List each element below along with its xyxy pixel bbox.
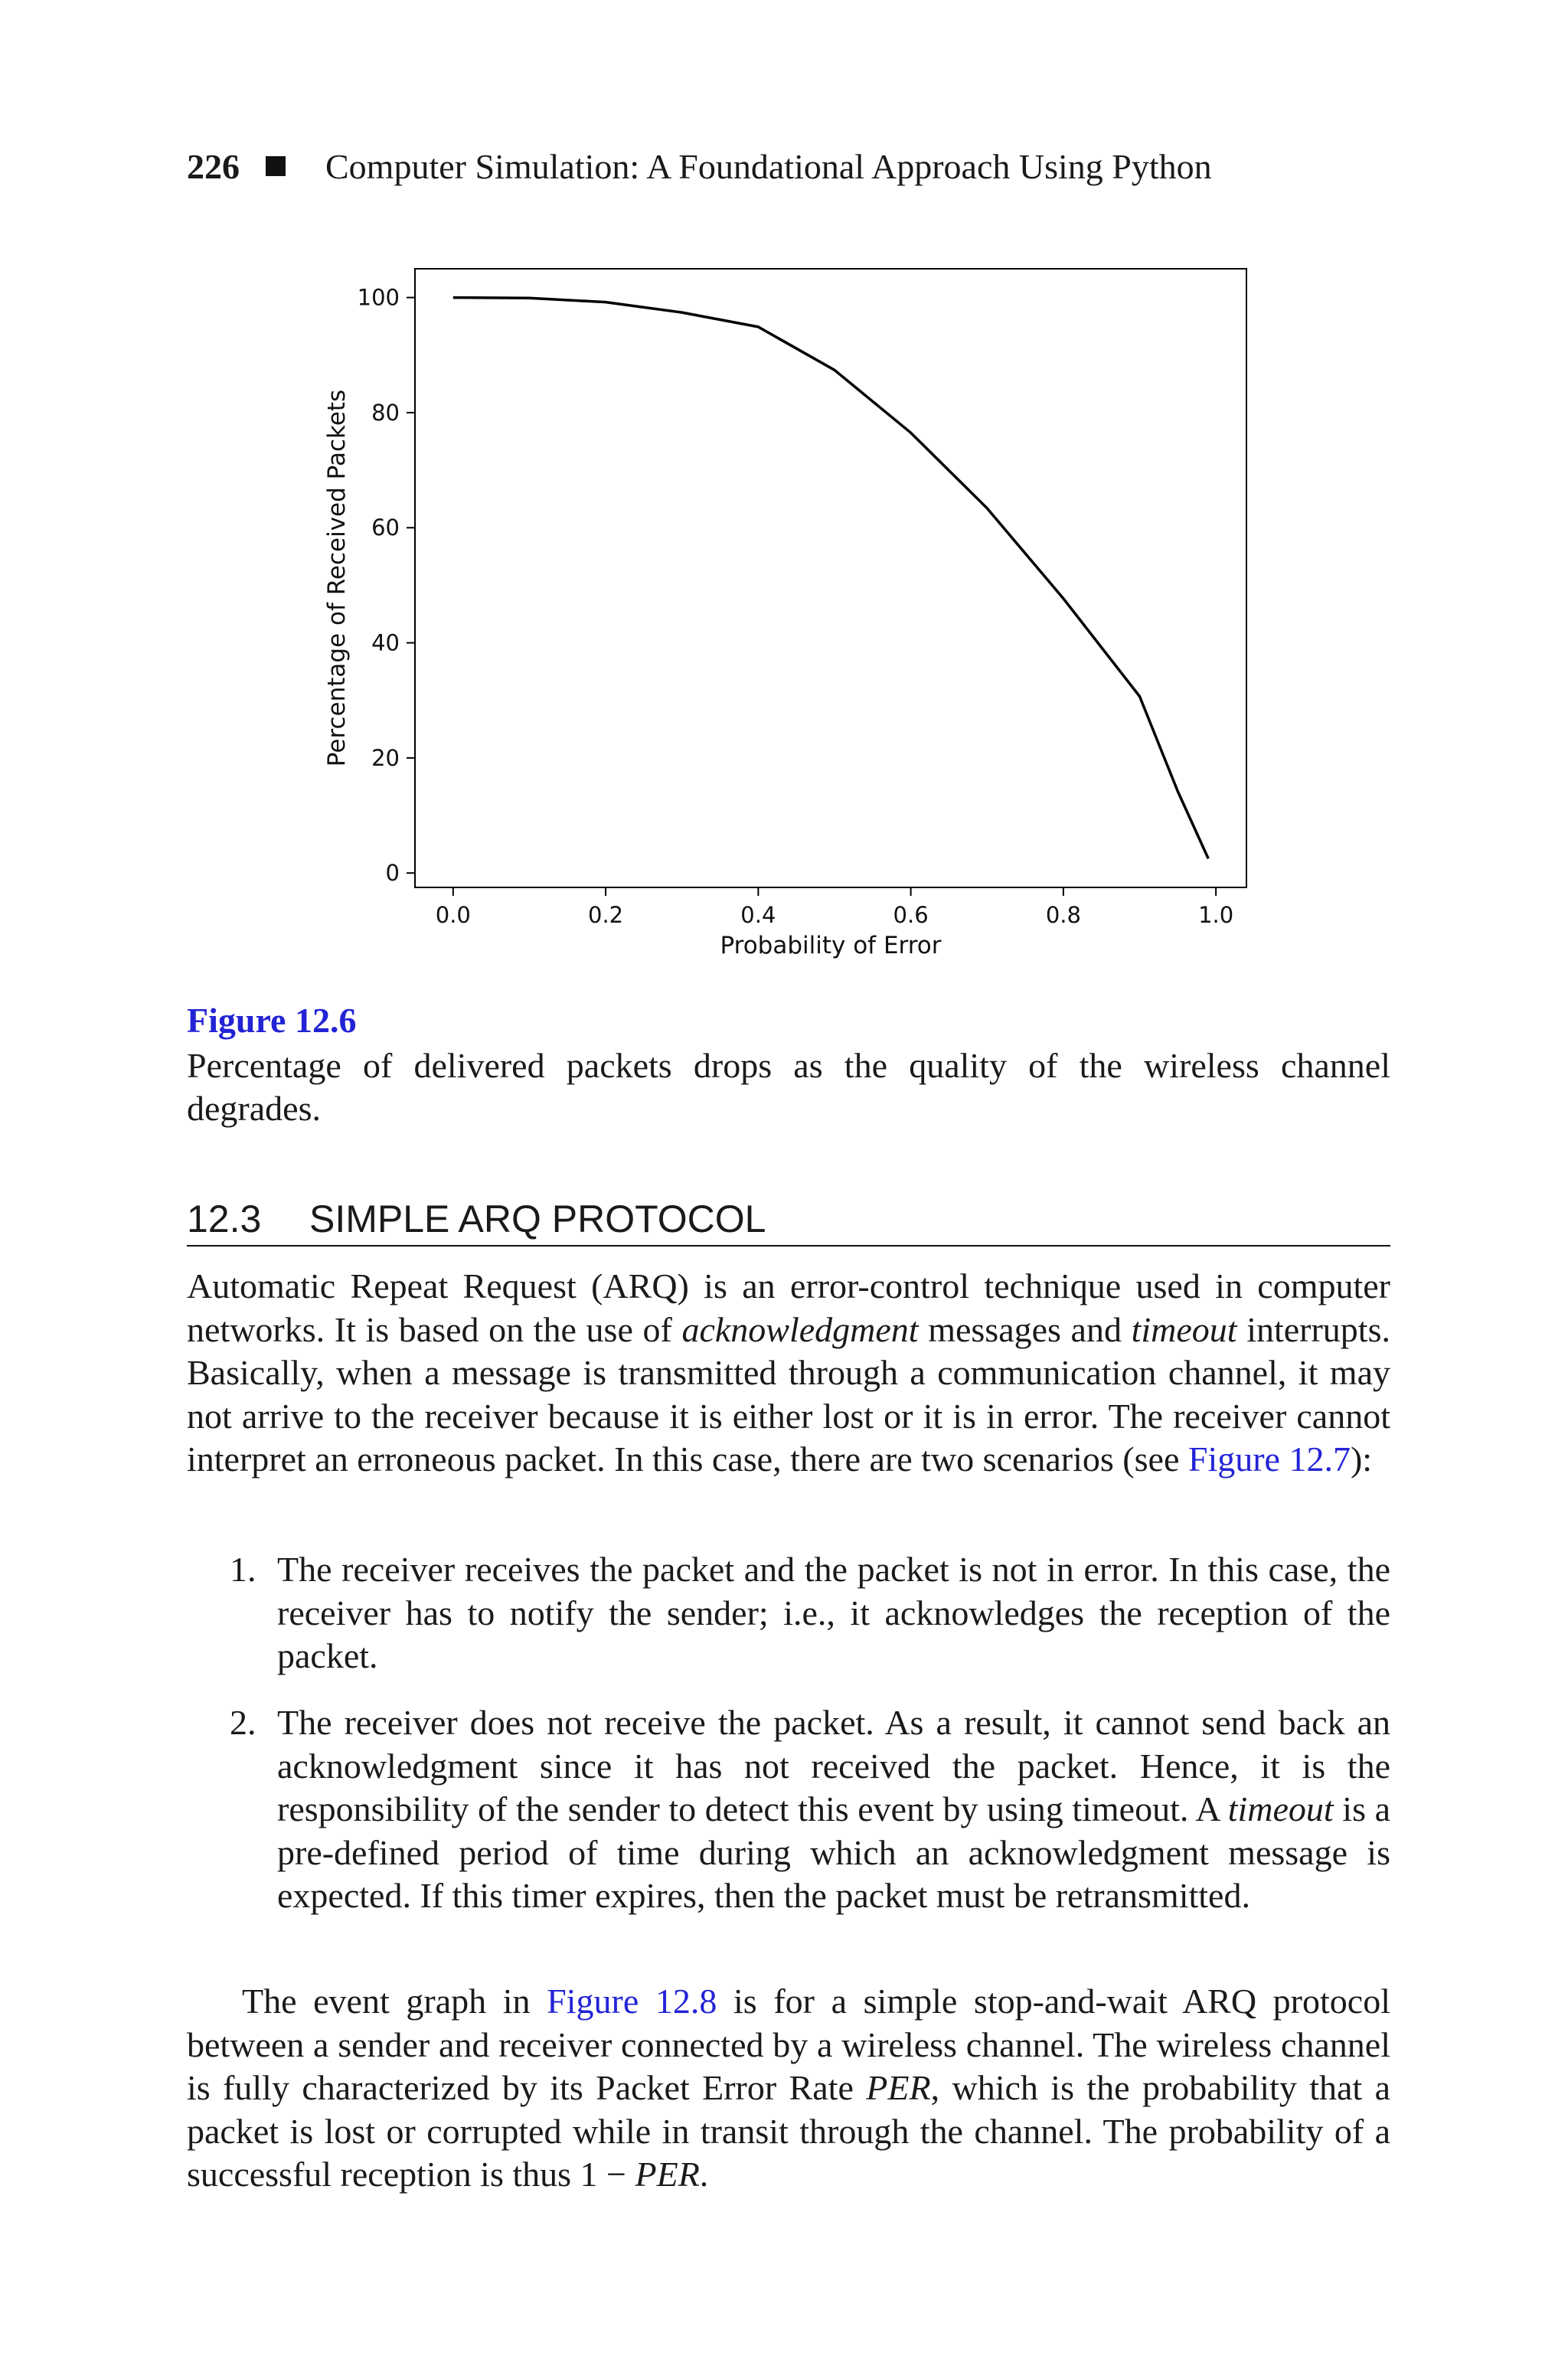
y-tick-label: 40 [371, 629, 400, 656]
section-heading [187, 1194, 1390, 1247]
list-item-text: The receiver receives the packet and the packet is not in error. In this case, the receiver has to notify the sender; i.e., it acknowledges the reception of the packet. [277, 1550, 1390, 1675]
x-tick-label: 0.4 [740, 902, 776, 928]
book-title: Computer Simulation: A Foundational Approach Using Python [325, 147, 1212, 186]
body-paragraph-1 [187, 1265, 1390, 1482]
y-tick-label: 80 [371, 399, 400, 426]
x-tick-label: 0.0 [435, 902, 471, 928]
plot-frame [415, 269, 1246, 887]
math-per: PER [635, 2155, 700, 2194]
chart-ticks [358, 285, 1234, 928]
list-item [230, 1548, 1390, 1678]
figure-12-8-link[interactable]: Figure 12.8 [547, 1982, 717, 2021]
figure-12-7-link[interactable]: Figure 12.7 [1187, 1439, 1351, 1479]
emphasis-timeout: timeout [1131, 1309, 1237, 1349]
text-run: is for a simple stop-and-wait ARQ protocol between a sender and receiver connected by a wireless channel. The wireless channel is fully characterized by its Packet Error Rate [187, 1982, 1390, 2107]
y-tick-label: 60 [371, 515, 400, 541]
data-points [453, 297, 1209, 858]
math-per: PER [866, 2068, 931, 2107]
text-run: , which is the probability that a packet is lost or corrupted while in transit through the channel. The probability of a successful reception is thus 1 − [187, 2068, 1391, 2194]
body-paragraph-2 [187, 1980, 1390, 2197]
y-axis-label: Percentage of Received Packets [323, 389, 351, 767]
x-tick-label: 0.8 [1045, 902, 1081, 928]
figure-label: Figure 12.6 [187, 1001, 357, 1040]
list-marker: 1. [230, 1550, 256, 1589]
list-item-text [277, 1701, 1390, 1918]
text-run: . [699, 2155, 709, 2194]
emphasis-acknowledgment: acknowledgment [681, 1309, 919, 1349]
list-item [230, 1701, 1390, 1918]
text-run: messages and [918, 1309, 1132, 1349]
y-tick-label: 20 [371, 744, 400, 771]
section-number: 12.3 [187, 1198, 262, 1240]
emphasis-timeout: timeout [1227, 1789, 1334, 1828]
line-chart [0, 0, 1568, 988]
text-run: interrupts. Basically, when a message is transmitted through a communication channel, it may not arrive to the receiver because it is either lost or it is in error. The receiver cannot interpret an erroneous packet. In this case, there are two scenarios (see [187, 1309, 1390, 1479]
text-run: The event graph in [242, 1982, 547, 2021]
text-run: The receiver does not receive the packet. As a result, it cannot send back an acknowledgment since it has not received the packet. Hence, it is the responsibility of the sender to detect this event by using timeout. A [277, 1703, 1390, 1828]
text-run: is a pre-defined period of time during which an acknowledgment message is expected. If this timer expires, then the packet must be retransmitted. [277, 1789, 1390, 1915]
figure-caption: Percentage of delivered packets drops as the quality of the wireless channel degrades. [187, 1046, 1390, 1128]
x-tick-label: 0.6 [893, 902, 929, 928]
y-tick-label: 0 [385, 860, 400, 887]
x-axis-label: Probability of Error [720, 932, 942, 959]
data-line [453, 298, 1208, 859]
x-tick-label: 0.2 [588, 902, 624, 928]
y-tick-label: 100 [357, 284, 400, 311]
text-run: ): [1350, 1439, 1373, 1479]
list-marker: 2. [230, 1703, 256, 1742]
section-title: SIMPLE ARQ PROTOCOL [309, 1198, 766, 1240]
x-tick-label: 1.0 [1198, 902, 1234, 928]
text-run: Automatic Repeat Request (ARQ) is an error-control technique used in computer networks. It is based on the use of [187, 1266, 1390, 1349]
page-number: 226 [187, 147, 240, 186]
